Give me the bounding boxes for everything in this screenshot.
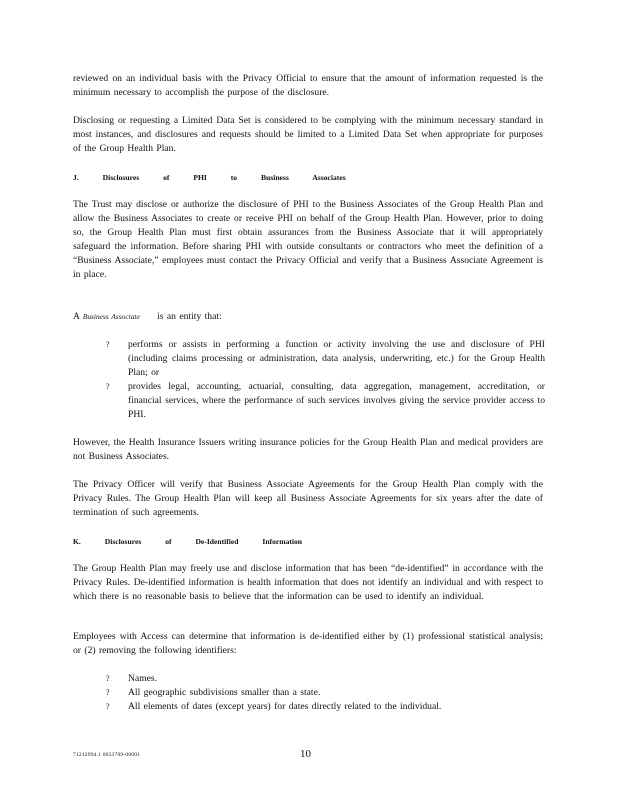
- bullet-mark: ?: [106, 702, 110, 711]
- identifier-bullet-list: [100, 672, 545, 714]
- paragraph-not-business-associates: However, the Health Insurance Issuers writing insurance policies for the Group Health Plan and medical providers are not Business Associates.: [73, 437, 543, 462]
- ba-definition-prefix: A: [73, 311, 80, 322]
- bullet-text: All elements of dates (except years) for dates directly related to the individual.: [128, 701, 442, 712]
- ba-bullet-list: [100, 338, 545, 422]
- page-number: 10: [300, 748, 311, 760]
- bullet-text: Names.: [128, 673, 158, 684]
- heading-j-word3: PHI: [193, 173, 207, 182]
- heading-j-word4: to: [230, 173, 238, 182]
- bullet-mark: ?: [106, 382, 110, 391]
- heading-k-word1: Disclosures: [104, 537, 142, 546]
- heading-j-word6: Associates: [312, 173, 346, 182]
- heading-j-word2: of: [163, 173, 170, 182]
- list-item: [100, 672, 545, 686]
- footer-document-id: 71212994.1 0053709-00001: [73, 752, 141, 758]
- ba-definition-term: Business Associate: [82, 312, 140, 321]
- paragraph-business-associates: The Trust may disclose or authorize the disclosure of PHI to the Business Associates of the Group Health Plan and allow the Business Associates to create or receive PHI on behalf of the Group Health Plan. However, prior to doing so, the Group Health Plan must first obtain assurances from the Business Associate that it will appropriately safeguard the information. Before sharing PHI with outside consultants or contractors who meet the definition of a “Business Associate,” employees must contact the Privacy Official and verify that a Business Associate Agreement is in place.: [73, 199, 543, 280]
- heading-j-letter: J.: [73, 173, 79, 182]
- bullet-mark: ?: [106, 674, 110, 683]
- list-item: [100, 686, 545, 700]
- bullet-text: All geographic subdivisions smaller than a state.: [128, 687, 321, 698]
- heading-k: [73, 536, 543, 548]
- bullet-text: provides legal, accounting, actuarial, consulting, data aggregation, management, accreditation, or financial services, where the performance of such services involves giving the service provider access to PHI.: [128, 381, 545, 420]
- bullet-mark: ?: [106, 340, 110, 349]
- heading-j: [73, 172, 543, 184]
- heading-k-word4: Information: [262, 537, 303, 546]
- paragraph-ba-definition: [73, 310, 543, 324]
- bullet-text: performs or assists in performing a function or activity involving the use and disclosure of PHI (including claims processing or administration, data analysis, underwriting, etc.) for the Group Health Plan; or: [128, 339, 545, 378]
- heading-j-word1: Disclosures: [102, 173, 140, 182]
- paragraph-minimum-necessary: reviewed on an individual basis with the Privacy Official to ensure that the amount of information requested is the minimum necessary to accomplish the purpose of the disclosure.: [73, 73, 543, 98]
- paragraph-de-identified: The Group Health Plan may freely use and disclose information that has been “de-identified” in accordance with the Privacy Rules. De-identified information is health information that does not identify an individual and with respect to which there is no reasonable basis to believe that the information can be used to identify an individual.: [73, 563, 543, 602]
- heading-k-letter: K.: [73, 537, 81, 546]
- paragraph-determine-de-identified: Employees with Access can determine that information is de-identified either by (1) professional statistical analysis; or (2) removing the following identifiers:: [73, 631, 543, 656]
- ba-definition-suffix: is an entity that:: [157, 311, 222, 322]
- paragraph-limited-data-set: Disclosing or requesting a Limited Data Set is considered to be complying with the minimum necessary standard in most instances, and disclosures and requests should be limited to a Limited Data Set when appropriate for purposes of the Group Health Plan.: [73, 115, 543, 154]
- bullet-mark: ?: [106, 688, 110, 697]
- paragraph-ba-agreements: The Privacy Officer will verify that Business Associate Agreements for the Group Health Plan comply with the Privacy Rules. The Group Health Plan will keep all Business Associate Agreements for six years after the date of termination of such agreements.: [73, 479, 543, 518]
- heading-k-word3: De-Identified: [195, 537, 239, 546]
- heading-k-word2: of: [165, 537, 172, 546]
- list-item: [100, 380, 545, 422]
- heading-j-word5: Business: [260, 173, 289, 182]
- list-item: [100, 338, 545, 380]
- list-item: [100, 700, 545, 714]
